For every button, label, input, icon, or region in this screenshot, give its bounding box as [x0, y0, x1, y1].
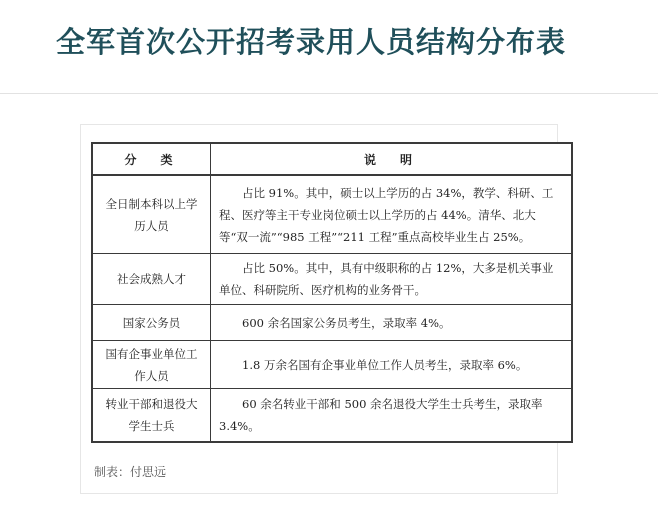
row-description: 占比 50%。其中，具有中级职称的占 12%，大多是机关事业单位、科研院所、医疗机构的业务骨干。	[219, 261, 554, 297]
header-description: 说 明	[363, 153, 418, 167]
header-category: 分 类	[124, 153, 179, 167]
page-title: 全军首次公开招考录用人员结构分布表	[56, 25, 567, 59]
row-category: 社会成熟人才	[117, 272, 186, 286]
row-description: 600 余名国家公务员考生，录取率 4%。	[242, 315, 451, 330]
row-description: 60 余名转业干部和 500 余名退役大学生士兵考生，录取率 3.4%。	[219, 397, 543, 433]
row-category: 全日制本科以上学历人员	[105, 196, 198, 233]
structure-table	[91, 142, 573, 443]
row-category: 国有企事业单位工作人员	[105, 346, 198, 383]
row-description: 1.8 万余名国有企事业单位工作人员考生，录取率 6%。	[242, 357, 528, 372]
row-description: 占比 91%。其中，硕士以上学历的占 34%，教学、科研、工程、医疗等主干专业岗位硕士以上学历的占 44%。清华、北大等“双一流”“985 工程”“211 工程”重点高校毕业生占 25%。	[219, 185, 554, 244]
header-divider	[0, 93, 658, 94]
table-caption: 制表：付思远	[94, 465, 167, 479]
row-category: 国家公务员	[122, 315, 181, 330]
row-category: 转业干部和退役大学生士兵	[105, 397, 198, 433]
